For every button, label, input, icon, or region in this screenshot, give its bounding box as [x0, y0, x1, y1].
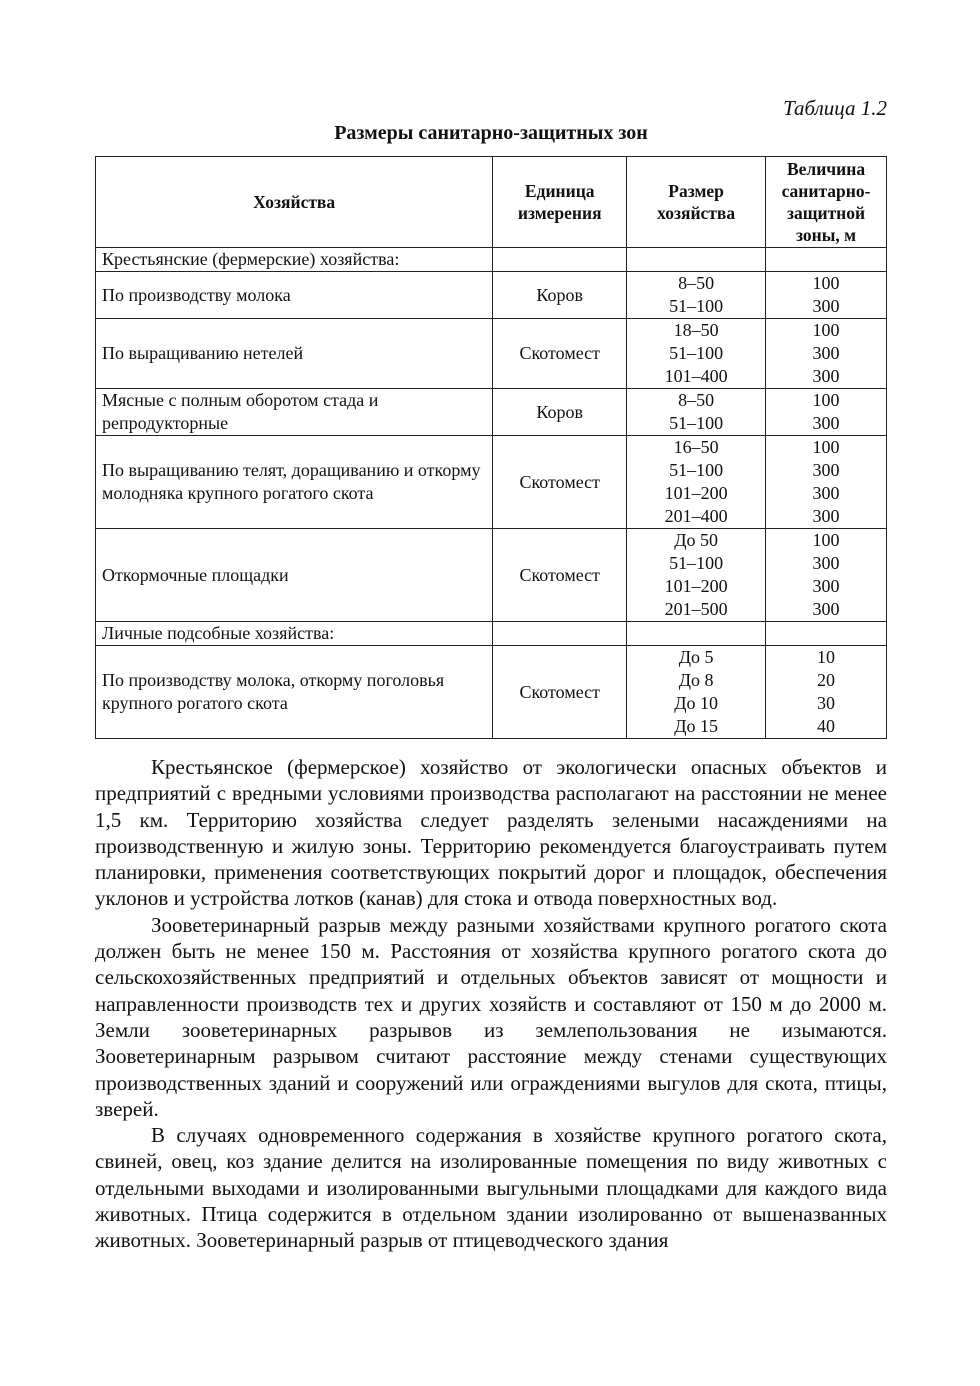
zone-size-cell	[766, 389, 887, 436]
farm-size-value: 8–50	[678, 390, 715, 410]
zone-size-value: 300	[812, 413, 840, 433]
zone-size-value: 30	[817, 693, 836, 713]
table-body	[96, 248, 887, 739]
farm-size-value: 101–200	[664, 576, 728, 596]
unit-cell: Скотомест	[493, 646, 627, 739]
empty-cell	[766, 248, 887, 272]
zone-size-value: 40	[817, 716, 836, 736]
farm-type-cell: Откормочные площадки	[96, 529, 493, 622]
zone-size-value: 300	[812, 553, 840, 573]
farm-size-value: До 15	[674, 716, 718, 736]
farm-size-value: 16–50	[673, 437, 719, 457]
farm-size-value: До 5	[678, 647, 714, 667]
table-row	[96, 646, 887, 739]
farm-type-cell: По производству молока, откорму поголовья крупного рогатого скота	[96, 646, 493, 739]
farm-size-cell	[627, 529, 766, 622]
farm-size-value: 101–400	[664, 366, 728, 386]
zone-size-value: 300	[812, 599, 840, 619]
table-row	[96, 529, 887, 622]
zone-size-value: 100	[812, 390, 840, 410]
farm-size-value: До 8	[678, 670, 714, 690]
farm-size-value: 201–400	[664, 506, 728, 526]
farm-size-value: 51–100	[669, 343, 724, 363]
zone-size-cell	[766, 319, 887, 389]
empty-cell	[627, 248, 766, 272]
farm-size-value: 51–100	[669, 460, 724, 480]
zone-size-value: 300	[812, 576, 840, 596]
group-row	[96, 248, 887, 272]
zone-size-value: 300	[812, 506, 840, 526]
zone-size-value: 300	[812, 366, 840, 386]
empty-cell	[766, 622, 887, 646]
header-size: Размер хозяйства	[627, 157, 766, 248]
zone-size-value: 100	[812, 530, 840, 550]
table-title: Размеры санитарно-защитных зон	[334, 122, 648, 144]
farm-size-cell	[627, 272, 766, 319]
zone-size-value: 100	[812, 273, 840, 293]
unit-cell: Коров	[493, 389, 627, 436]
farm-type-cell: По выращиванию нетелей	[96, 319, 493, 389]
farm-size-value: 51–100	[669, 296, 724, 316]
unit-cell: Коров	[493, 272, 627, 319]
group-title: Крестьянские (фермерские) хозяйства:	[96, 248, 493, 272]
farm-type-cell: По производству молока	[96, 272, 493, 319]
empty-cell	[493, 248, 627, 272]
farm-type-cell: Мясные с полным оборотом стада и репродукторные	[96, 389, 493, 436]
farm-size-value: 18–50	[673, 320, 719, 340]
farm-type-cell: По выращиванию телят, доращиванию и откорму молодняка крупного рогатого скота	[96, 436, 493, 529]
farm-size-cell	[627, 436, 766, 529]
farm-size-value: До 10	[674, 693, 718, 713]
zone-size-value: 100	[812, 320, 840, 340]
table-label: Таблица 1.2	[783, 96, 887, 120]
unit-cell: Скотомест	[493, 436, 627, 529]
zone-size-value: 300	[812, 460, 840, 480]
sanitary-zone-table	[95, 156, 887, 739]
zone-size-value: 20	[817, 670, 836, 690]
unit-cell: Скотомест	[493, 529, 627, 622]
zone-size-cell	[766, 436, 887, 529]
farm-size-value: 101–200	[664, 483, 728, 503]
group-title: Личные подсобные хозяйства:	[96, 622, 493, 646]
empty-cell	[493, 622, 627, 646]
zone-size-value: 100	[812, 437, 840, 457]
farm-size-value: 201–500	[664, 599, 728, 619]
body-text	[95, 754, 887, 1254]
farm-size-value: До 50	[674, 530, 718, 550]
zone-size-value: 300	[812, 483, 840, 503]
zone-size-value: 300	[812, 343, 840, 363]
farm-size-cell	[627, 319, 766, 389]
farm-size-value: 51–100	[669, 413, 724, 433]
header-unit: Единица измерения	[493, 157, 627, 248]
paragraph: Крестьянское (фермерское) хозяйство от экологически опасных объектов и предприятий с вредными условиями производства располагают на расстоянии не менее 1,5 км. Территорию хозяйства следует разделять зелеными насаждениями на производственную и жилую зоны. Территорию рекомендуется благоустраивать путем планировки, применения соответствующих покрытий дорог и площадок, обеспечения уклонов и устройства лотков (канав) для стока и отвода поверхностных вод.	[95, 755, 887, 911]
zone-size-value: 10	[817, 647, 836, 667]
unit-cell: Скотомест	[493, 319, 627, 389]
header-farm: Хозяйства	[96, 157, 493, 248]
zone-size-cell	[766, 529, 887, 622]
farm-size-cell	[627, 389, 766, 436]
table-header-row	[96, 157, 887, 248]
paragraph: В случаях одновременного содержания в хозяйстве крупного рогатого скота, свиней, овец, коз здание делится на изолированные помещения по виду животных с отдельными выходами и изолированными выгульными площадками для каждого вида животных. Птица содержится в отдельном здании изолированно от вышеназванных животных. Зооветеринарный разрыв от птицеводческого здания	[95, 1123, 887, 1253]
group-row	[96, 622, 887, 646]
table-row	[96, 272, 887, 319]
table-row	[96, 389, 887, 436]
paragraph: Зооветеринарный разрыв между разными хозяйствами крупного рогатого скота должен быть не менее 150 м. Расстояния от хозяйства крупного рогатого скота до сельскохозяйственных предприятий и отдельных объектов зависят от мощности и направленности производств тех и других хозяйств и составляют от 150 м до 2000 м. Земли зооветеринарных разрывов из землепользования не изымаются. Зооветеринарным разрывом считают расстояние между стенами существующих производственных зданий и сооружений или ограждениями выгулов для скота, птицы, зверей.	[95, 912, 887, 1121]
zone-size-value: 300	[812, 296, 840, 316]
zone-size-cell	[766, 646, 887, 739]
header-zone: Величина санитарно-защитной зоны, м	[766, 157, 887, 248]
zone-size-cell	[766, 272, 887, 319]
table-row	[96, 436, 887, 529]
farm-size-value: 8–50	[678, 273, 715, 293]
table-row	[96, 319, 887, 389]
farm-size-cell	[627, 646, 766, 739]
empty-cell	[627, 622, 766, 646]
farm-size-value: 51–100	[669, 553, 724, 573]
